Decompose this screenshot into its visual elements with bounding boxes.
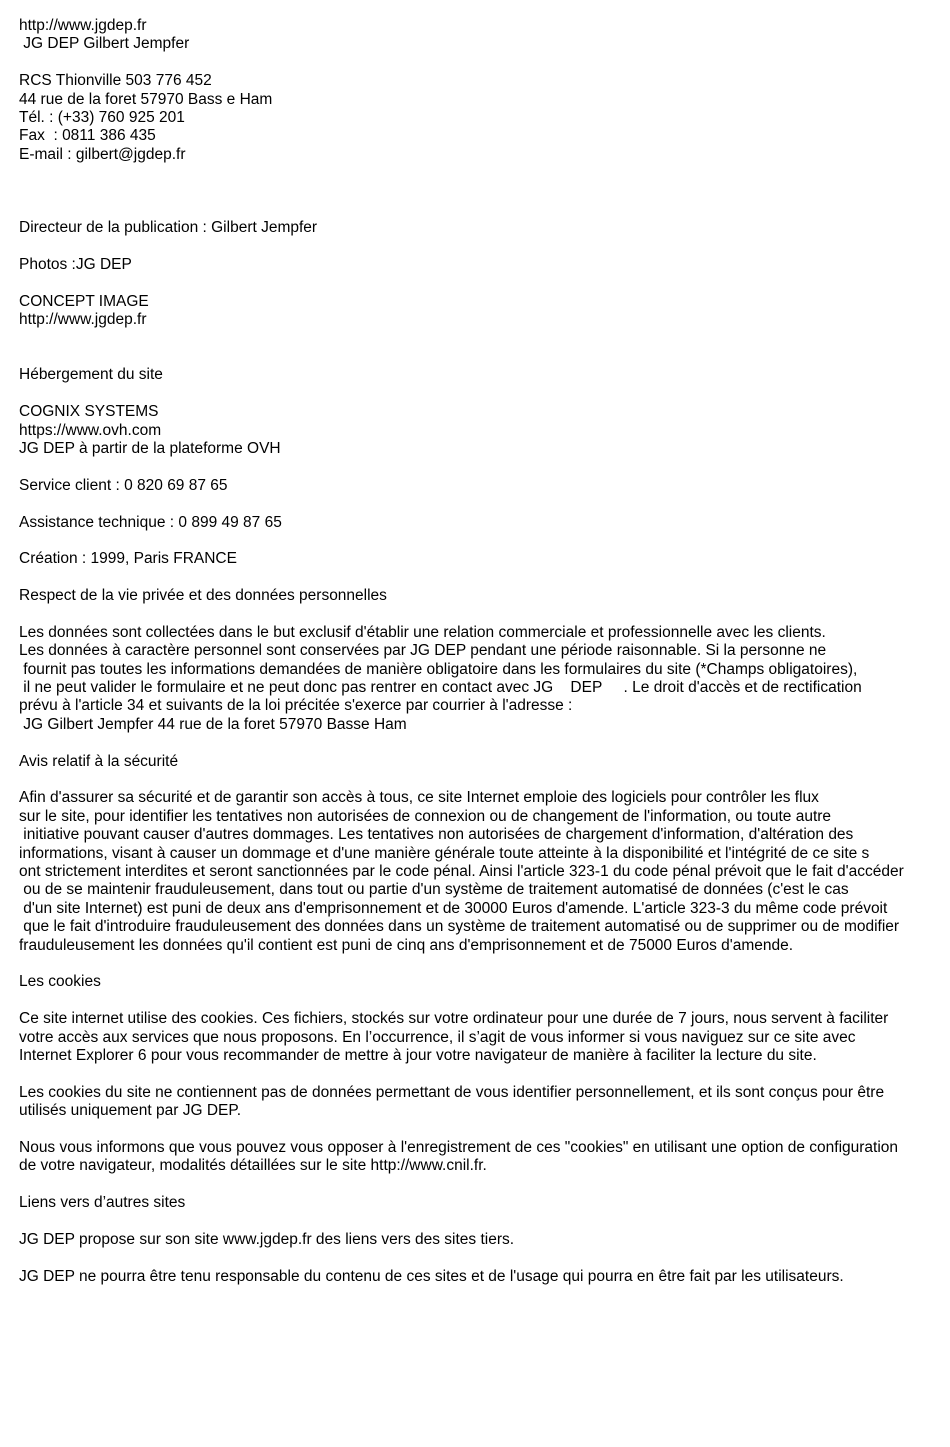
postal-address: 44 rue de la foret 57970 Bass e Ham [19,90,273,108]
rcs-number: RCS Thionville 503 776 452 [19,72,212,90]
privacy-paragraph [19,624,944,734]
email: E-mail : gilbert@jgdep.fr [19,145,186,163]
paragraph-line: Internet Explorer 6 pour vous recommander de mettre à jour votre navigateur de manière à faciliter la lecture du site. [19,1046,817,1064]
paragraph-line: fournit pas toutes les informations demandées de manière obligatoire dans les formulaires du site (*Champs obligatoires), [19,660,858,678]
paragraph-line: d'un site Internet) est puni de deux ans d'emprisonnement et de 30000 Euros d'amende. L'article 323-3 du même code prévoit [19,899,888,917]
paragraph-line: Les données à caractère personnel sont conservées par JG DEP pendant une période raisonnable. Si la personne ne [19,642,827,660]
paragraph-line: frauduleusement les données qu'il contient est puni de cinq ans d'emprisonnement et de 75000 Euros d'amende. [19,936,794,954]
external-links-text-2: JG DEP ne pourra être tenu responsable du contenu de ces sites et de l'usage qui pourra en être fait par les utilisateurs. [19,1267,844,1285]
technical-assistance: Assistance technique : 0 899 49 87 65 [19,513,282,531]
paragraph-line: Afin d'assurer sa sécurité et de garantir son accès à tous, ce site Internet emploie des logiciels pour contrôler les flux [19,789,819,807]
legal-notice-page [19,17,944,1286]
paragraph-line: JG Gilbert Jempfer 44 rue de la foret 57970 Basse Ham [19,715,407,733]
cookies-paragraph-3 [19,1139,944,1176]
hosting-heading: Hébergement du site [19,366,163,384]
host-url-link[interactable]: https://www.ovh.com [19,421,162,439]
paragraph-line: il ne peut valider le formulaire et ne peut donc pas rentrer en contact avec JG DEP . Le droit d'accès et de rectification [19,679,862,697]
service-client: Service client : 0 820 69 87 65 [19,476,228,494]
fax: Fax : 0811 386 435 [19,127,156,145]
paragraph-line: de votre navigateur, modalités détaillées sur le site http://www.cnil.fr. [19,1157,487,1175]
paragraph-line: initiative pouvant causer d'autres dommages. Les tentatives non autorisées de chargement d'information, d'altération des [19,826,854,844]
cookies-heading: Les cookies [19,973,101,991]
photos-credit: Photos :JG DEP [19,256,132,274]
external-links-heading: Liens vers d’autres sites [19,1194,186,1212]
paragraph-line: prévu à l'article 34 et suivants de la loi précitée s'exerce par courrier à l'adresse : [19,697,573,715]
paragraph-line: Ce site internet utilise des cookies. Ces fichiers, stockés sur votre ordinateur pour une durée de 7 jours, nous servent à faciliter [19,1010,889,1028]
creation-info: Création : 1999, Paris FRANCE [19,550,237,568]
cookies-paragraph-1 [19,1010,944,1065]
publication-director: Directeur de la publication : Gilbert Jempfer [19,219,318,237]
paragraph-line: ou de se maintenir frauduleusement, dans tout ou partie d'un système de traitement automatisé de données (c'est le cas [19,881,849,899]
security-paragraph [19,789,944,955]
telephone: Tél. : (+33) 760 925 201 [19,108,185,126]
paragraph-line: informations, visant à causer un dommage et d'une manière générale toute atteinte à la disponibilité et l'intégrité de ce site s [19,844,870,862]
paragraph-line: Les cookies du site ne contiennent pas de données permettant de vous identifier personnellement, et ils sont conçus pour être [19,1083,885,1101]
host-name: COGNIX SYSTEMS [19,403,159,421]
paragraph-line: ont strictement interdites et seront sanctionnées par le code pénal. Ainsi l'article 323-1 du code pénal prévoit que le fait d'accéder [19,863,904,880]
paragraph-line: votre accès aux services que nous proposons. En l’occurrence, il s’agit de vous informer si vous naviguez sur ce site avec [19,1028,856,1046]
concept-credit: CONCEPT IMAGE [19,292,149,310]
security-heading: Avis relatif à la sécurité [19,752,179,770]
site-url-link[interactable]: http://www.jgdep.fr [19,17,147,34]
external-links-text-1: JG DEP propose sur son site www.jgdep.fr des liens vers des sites tiers. [19,1230,515,1248]
host-platform: JG DEP à partir de la plateforme OVH [19,440,281,458]
cookies-paragraph-2 [19,1084,944,1121]
privacy-heading: Respect de la vie privée et des données personnelles [19,587,387,605]
paragraph-line: utilisés uniquement par JG DEP. [19,1102,241,1120]
paragraph-line: Nous vous informons que vous pouvez vous opposer à l'enregistrement de ces "cookies" en utilisant une option de configuration [19,1138,899,1156]
paragraph-line: que le fait d'introduire frauduleusement des données dans un système de traitement automatisé ou de supprimer ou de modifier [19,918,900,936]
paragraph-line: Les données sont collectées dans le but exclusif d'établir une relation commerciale et professionnelle avec les clients. [19,623,826,641]
company-name: JG DEP Gilbert Jempfer [19,35,190,53]
paragraph-line: sur le site, pour identifier les tentatives non autorisées de connexion ou de changement de l'information, ou toute autre [19,807,832,825]
concept-url-link[interactable]: http://www.jgdep.fr [19,311,147,329]
